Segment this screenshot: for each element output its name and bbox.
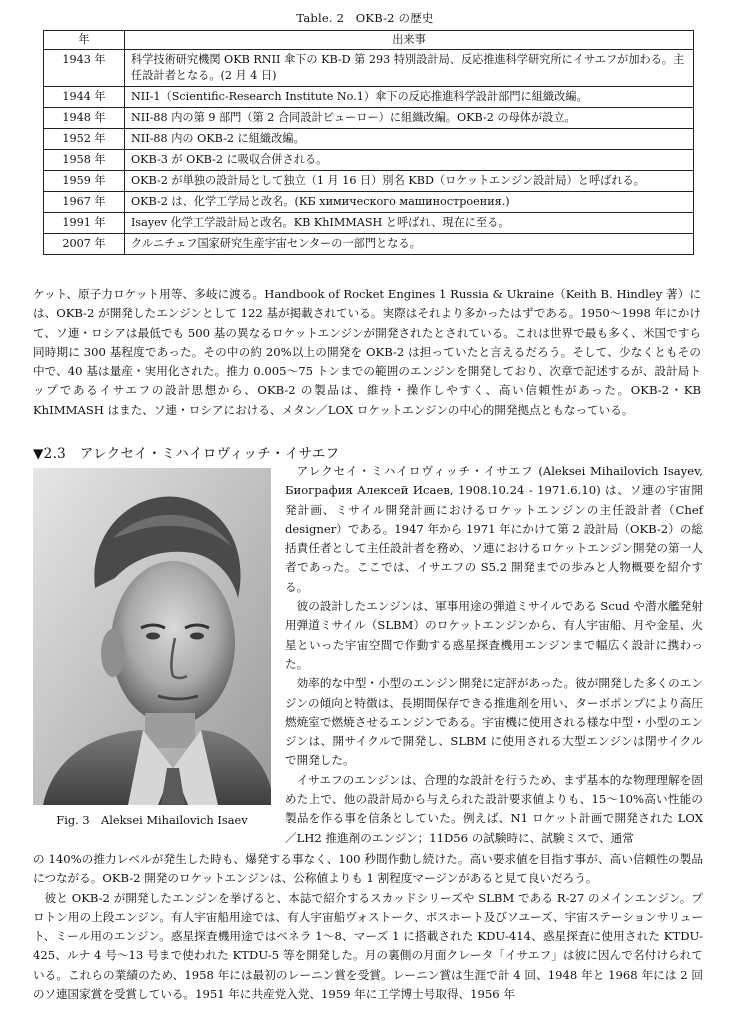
figure-caption: Fig. 3 Aleksei Mihailovich Isaev [56, 813, 248, 827]
header-year: 年 [44, 31, 125, 50]
intro-paragraph: ケット、原子力ロケット用等、多岐に渡る。Handbook of Rocket Engines 1 Russia & Ukraine（Keith B. Hindley 著）には、OKB-2 が開発したエンジンとして 122 基が掲載されている。実際はそれより多かったはずである。1950～1998 年にかけて、ソ連・ロシアは最低でも 500 基の異なるロケットエンジンが開発されたとされている。これは世界で最も多く、米国ですら同時期に 300 基程度であった。その中の約 20%以上の開発を OKB-2 は担っていたと言えるだろう。そして、少なくともその中で、40 基は量産・実用化された。推力 0.005～75 トンまでの範囲のエンジンを開発しており、次章で記述するが、設計局トップであるイサエフの設計思想から、OKB-2 の製品は、維持・操作しやすく、高い信頼性があった。OKB-2・KB KhIMMASH はまた、ソ連・ロシアにおける、メタン／LOX ロケットエンジンの中心的開発拠点ともなっている。 [33, 287, 701, 417]
row-year: 1991 年 [44, 213, 125, 234]
table-row [44, 150, 694, 171]
row-event: Isayev 化学工学設計局と改名。KB KhIMMASH と呼ばれ、現在に至る。 [125, 213, 694, 234]
header-event: 出来事 [125, 31, 694, 50]
table-caption: Table. 2 OKB-2 の歴史 [296, 11, 434, 25]
table-row [44, 171, 694, 192]
table-row [44, 213, 694, 234]
portrait-photo [33, 468, 271, 805]
row-year: 2007 年 [44, 234, 125, 255]
row-year: 1952 年 [44, 129, 125, 150]
row-year: 1943 年 [44, 50, 125, 87]
row-year: 1967 年 [44, 192, 125, 213]
table-row [44, 129, 694, 150]
row-event: NII-88 内の OKB-2 に組織改編。 [125, 129, 694, 150]
bio-paragraph: イサエフのエンジンは、合理的な設計を行うため、まず基本的な物理理解を固めた上で、他の設計局から与えられた設計要求値よりも、15～10%高い性能の製品を作る事を信条としていた。例えば、N1 ロケット計画で開発された LOX／LH2 推進剤のエンジン；11D56 の試験時に、試験ミスで、通常 [285, 772, 703, 845]
table-row [44, 50, 694, 87]
row-year: 1944 年 [44, 87, 125, 108]
row-year: 1958 年 [44, 150, 125, 171]
row-event: OKB-2 は、化学工学局と改名。(КБ химического машиностроения.) [125, 192, 694, 213]
bio-paragraph: アレクセイ・ミハイロヴィッチ・イサエフ (Aleksei Mihailovich Isayev, Биография Алексей Исаев, 1908.10.24 - 1971.6.10) は、ソ連の宇宙開発計画、ミサイル開発計画におけるロケットエンジンの主任設計者（Chef designer）である。1947 年から 1971 年にかけて第 2 設計局（OKB-2）の総括責任者として主任設計者を務め、ソ連におけるロケットエンジン開発の第一人者であった。ここでは、イサエフの S5.2 開発までの歩みと人物概要を紹介する。 [285, 464, 703, 594]
bottom-text-block [33, 850, 703, 1004]
bio-text-column [285, 462, 703, 848]
table-row [44, 108, 694, 129]
row-event: NII-1（Scientific-Research Institute No.1）傘下の反応推進科学設計部門に組織改編。 [125, 87, 694, 108]
row-event: OKB-3 が OKB-2 に吸収合併される。 [125, 150, 694, 171]
table-header-row [44, 31, 694, 50]
bio-paragraph: 効率的な中型・小型のエンジン開発に定評があった。彼が開発した多くのエンジンの傾向と特徴は、長期間保存できる推進剤を用い、ターボポンプにより高圧燃焼室で燃焼させるエンジンである。宇宙機に使用される様な中型・小型のエンジンは、開サイクルで開発し、SLBM に使用される大型エンジンは閉サイクルで開発した。 [285, 676, 703, 768]
row-year: 1959 年 [44, 171, 125, 192]
bio-paragraph: 彼の設計したエンジンは、軍事用途の弾道ミサイルである Scud や潜水艦発射用弾道ミサイル（SLBM）のロケットエンジンから、有人宇宙船、月や金星、火星といった宇宙空間で作動する惑星探査機用エンジンまで幅広く設計に携わった。 [285, 599, 703, 671]
history-table [43, 30, 694, 255]
bottom-paragraph: 彼と OKB-2 が開発したエンジンを挙げると、本誌で紹介するスカッドシリーズや SLBM である R-27 のメインエンジン。プロトン用の上段エンジン。有人宇宙船用途では、有人宇宙船ヴォストーク、ボスホート及びソユーズ、宇宙ステーションサリュート、ミール用のエンジン。惑星探査機用途ではベネラ 1～8、マーズ 1 に搭載された KDU-414、惑星探査に使用された KTDU-425、ルナ 4 号～13 号まで使われた KTDU-5 等を開発した。月の裏側の月面クレータ「イサエフ」は彼に因んで名付けられている。これらの業績のため、1958 年には最初のレーニン賞を受賞。レーニン賞は生涯で計 4 回、1948 年と 1968 年には 2 回のソ連国家賞を受賞している。1951 年に共産党入党、1959 年に工学博士号取得、1956 年 [33, 890, 703, 1002]
table-row [44, 192, 694, 213]
table-row [44, 87, 694, 108]
row-event: NII-88 内の第 9 部門（第 2 合同設計ビューロー）に組織改編。OKB-2 の母体が設立。 [125, 108, 694, 129]
row-year: 1948 年 [44, 108, 125, 129]
bottom-paragraph: の 140%の推力レベルが発生した時も、爆発する事なく、100 秒間作動し続けた。高い要求値を目指す事が、高い信頼性の製品につながる。OKB-2 開発のロケットエンジンは、公称値よりも 1 割程度マージンがあると見て良いだろう。 [33, 852, 703, 886]
section-heading: ▼2.3 アレクセイ・ミハイロヴィッチ・イサエフ [33, 446, 340, 462]
row-event: 科学技術研究機関 OKB RNII 傘下の KB-D 第 293 特別設計局、反応推進科学研究所にイサエフが加わる。主任設計者となる。(2 月 4 日) [125, 50, 694, 87]
table-row [44, 234, 694, 255]
row-event: OKB-2 が単独の設計局として独立（1 月 16 日）別名 KBD（ロケットエンジン設計局）と呼ばれる。 [125, 171, 694, 192]
row-event: クルニチェフ国家研究生産宇宙センターの一部門となる。 [125, 234, 694, 255]
